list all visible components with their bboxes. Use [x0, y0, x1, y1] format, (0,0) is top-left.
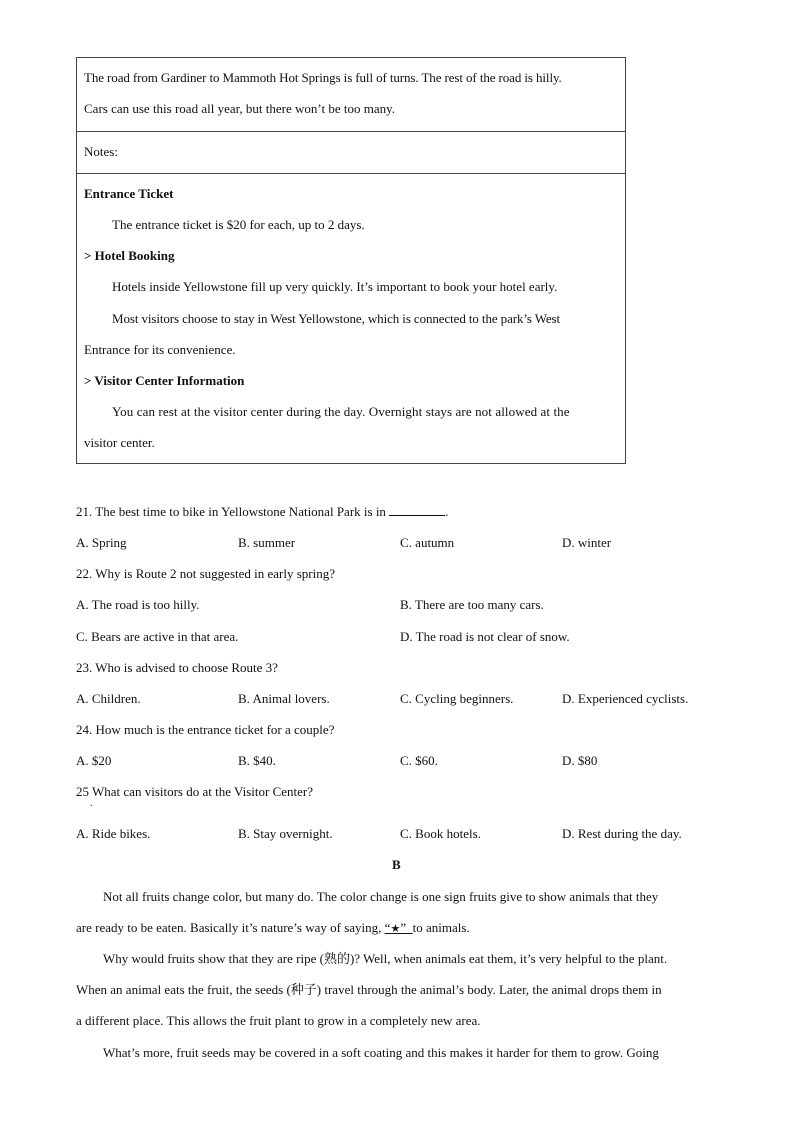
quote-open: “ [384, 920, 391, 935]
question-24: 24. How much is the entrance ticket for a couple? [76, 722, 335, 737]
q22-option-c: C. Bears are active in that area. [76, 629, 239, 644]
hotel-text-2a: Most visitors choose to stay in West Yellowstone, which is connected to the park’s West [112, 311, 561, 326]
question-25: 25 What can visitors do at the Visitor Center? [76, 784, 314, 799]
q24-option-c: C. $60. [400, 753, 438, 768]
q23-option-c: C. Cycling beginners. [400, 691, 514, 706]
q25-option-c: C. Book hotels. [400, 826, 481, 841]
q22-option-b: B. There are too many cars. [400, 597, 544, 612]
visitor-center-text-a: You can rest at the visitor center during the day. Overnight stays are not allowed at the [112, 404, 570, 419]
hotel-text-2b: Entrance for its convenience. [84, 342, 236, 357]
answer-blank [389, 504, 445, 516]
quote-close: ” [400, 920, 407, 935]
q21-option-c: C. autumn [400, 535, 455, 550]
notes-label-row [77, 131, 625, 174]
q23-option-b: B. Animal lovers. [238, 691, 330, 706]
question-21-suffix: . [445, 504, 449, 519]
paragraph-1-line-b [76, 920, 470, 937]
question-25-mark: . [90, 798, 93, 809]
paragraph-2-line-c: a different place. This allows the fruit plant to grow in a completely new area. [76, 1013, 481, 1028]
q21-option-b: B. summer [238, 535, 296, 550]
q22-option-a: A. The road is too hilly. [76, 597, 200, 612]
q23-option-a: A. Children. [76, 691, 141, 706]
paragraph-1-line-b-post: to animals. [412, 920, 470, 935]
q24-option-d: D. $80 [562, 753, 598, 768]
paragraph-3-line-a: What’s more, fruit seeds may be covered in a soft coating and this makes it harder for them to grow. Going [103, 1045, 659, 1060]
hotel-text-1: Hotels inside Yellowstone fill up very quickly. It’s important to book your hotel early. [112, 279, 558, 294]
paragraph-1-line-a: Not all fruits change color, but many do. The color change is one sign fruits give to show animals that they [103, 889, 659, 904]
paragraph-1-line-b-pre: are ready to be eaten. Basically it’s nature’s way of saying, [76, 920, 382, 935]
question-23: 23. Who is advised to choose Route 3? [76, 660, 278, 675]
q23-option-d: D. Experienced cyclists. [562, 691, 689, 706]
question-22: 22. Why is Route 2 not suggested in early spring? [76, 566, 336, 581]
entrance-ticket-text: The entrance ticket is $20 for each, up to 2 days. [112, 217, 365, 232]
q22-option-d: D. The road is not clear of snow. [400, 629, 570, 644]
visitor-center-text-b: visitor center. [84, 435, 155, 450]
question-21 [76, 504, 448, 520]
route-line-2: Cars can use this road all year, but there won’t be too many. [84, 101, 396, 116]
hotel-booking-heading: > Hotel Booking [84, 248, 175, 263]
q21-option-a: A. Spring [76, 535, 127, 550]
q25-option-b: B. Stay overnight. [238, 826, 333, 841]
visitor-center-heading: > Visitor Center Information [84, 373, 245, 388]
q24-option-b: B. $40. [238, 753, 276, 768]
star-icon: ★ [390, 922, 401, 935]
q25-option-a: A. Ride bikes. [76, 826, 151, 841]
question-21-stem: 21. The best time to bike in Yellowstone National Park is in [76, 504, 386, 519]
paragraph-2-line-a: Why would fruits show that they are ripe (熟的)? Well, when animals eat them, it’s very helpful to the plant. [103, 951, 668, 966]
section-b-heading: B [392, 857, 401, 872]
entrance-ticket-heading: Entrance Ticket [84, 186, 174, 201]
notes-label: Notes: [84, 144, 118, 159]
answer-blank-star [385, 920, 413, 935]
q24-option-a: A. $20 [76, 753, 112, 768]
q25-option-d: D. Rest during the day. [562, 826, 682, 841]
q21-option-d: D. winter [562, 535, 612, 550]
route-line-1: The road from Gardiner to Mammoth Hot Springs is full of turns. The rest of the road is hilly. [84, 70, 562, 85]
paragraph-2-line-b: When an animal eats the fruit, the seeds (种子) travel through the animal’s body. Later, the animal drops them in [76, 982, 662, 997]
